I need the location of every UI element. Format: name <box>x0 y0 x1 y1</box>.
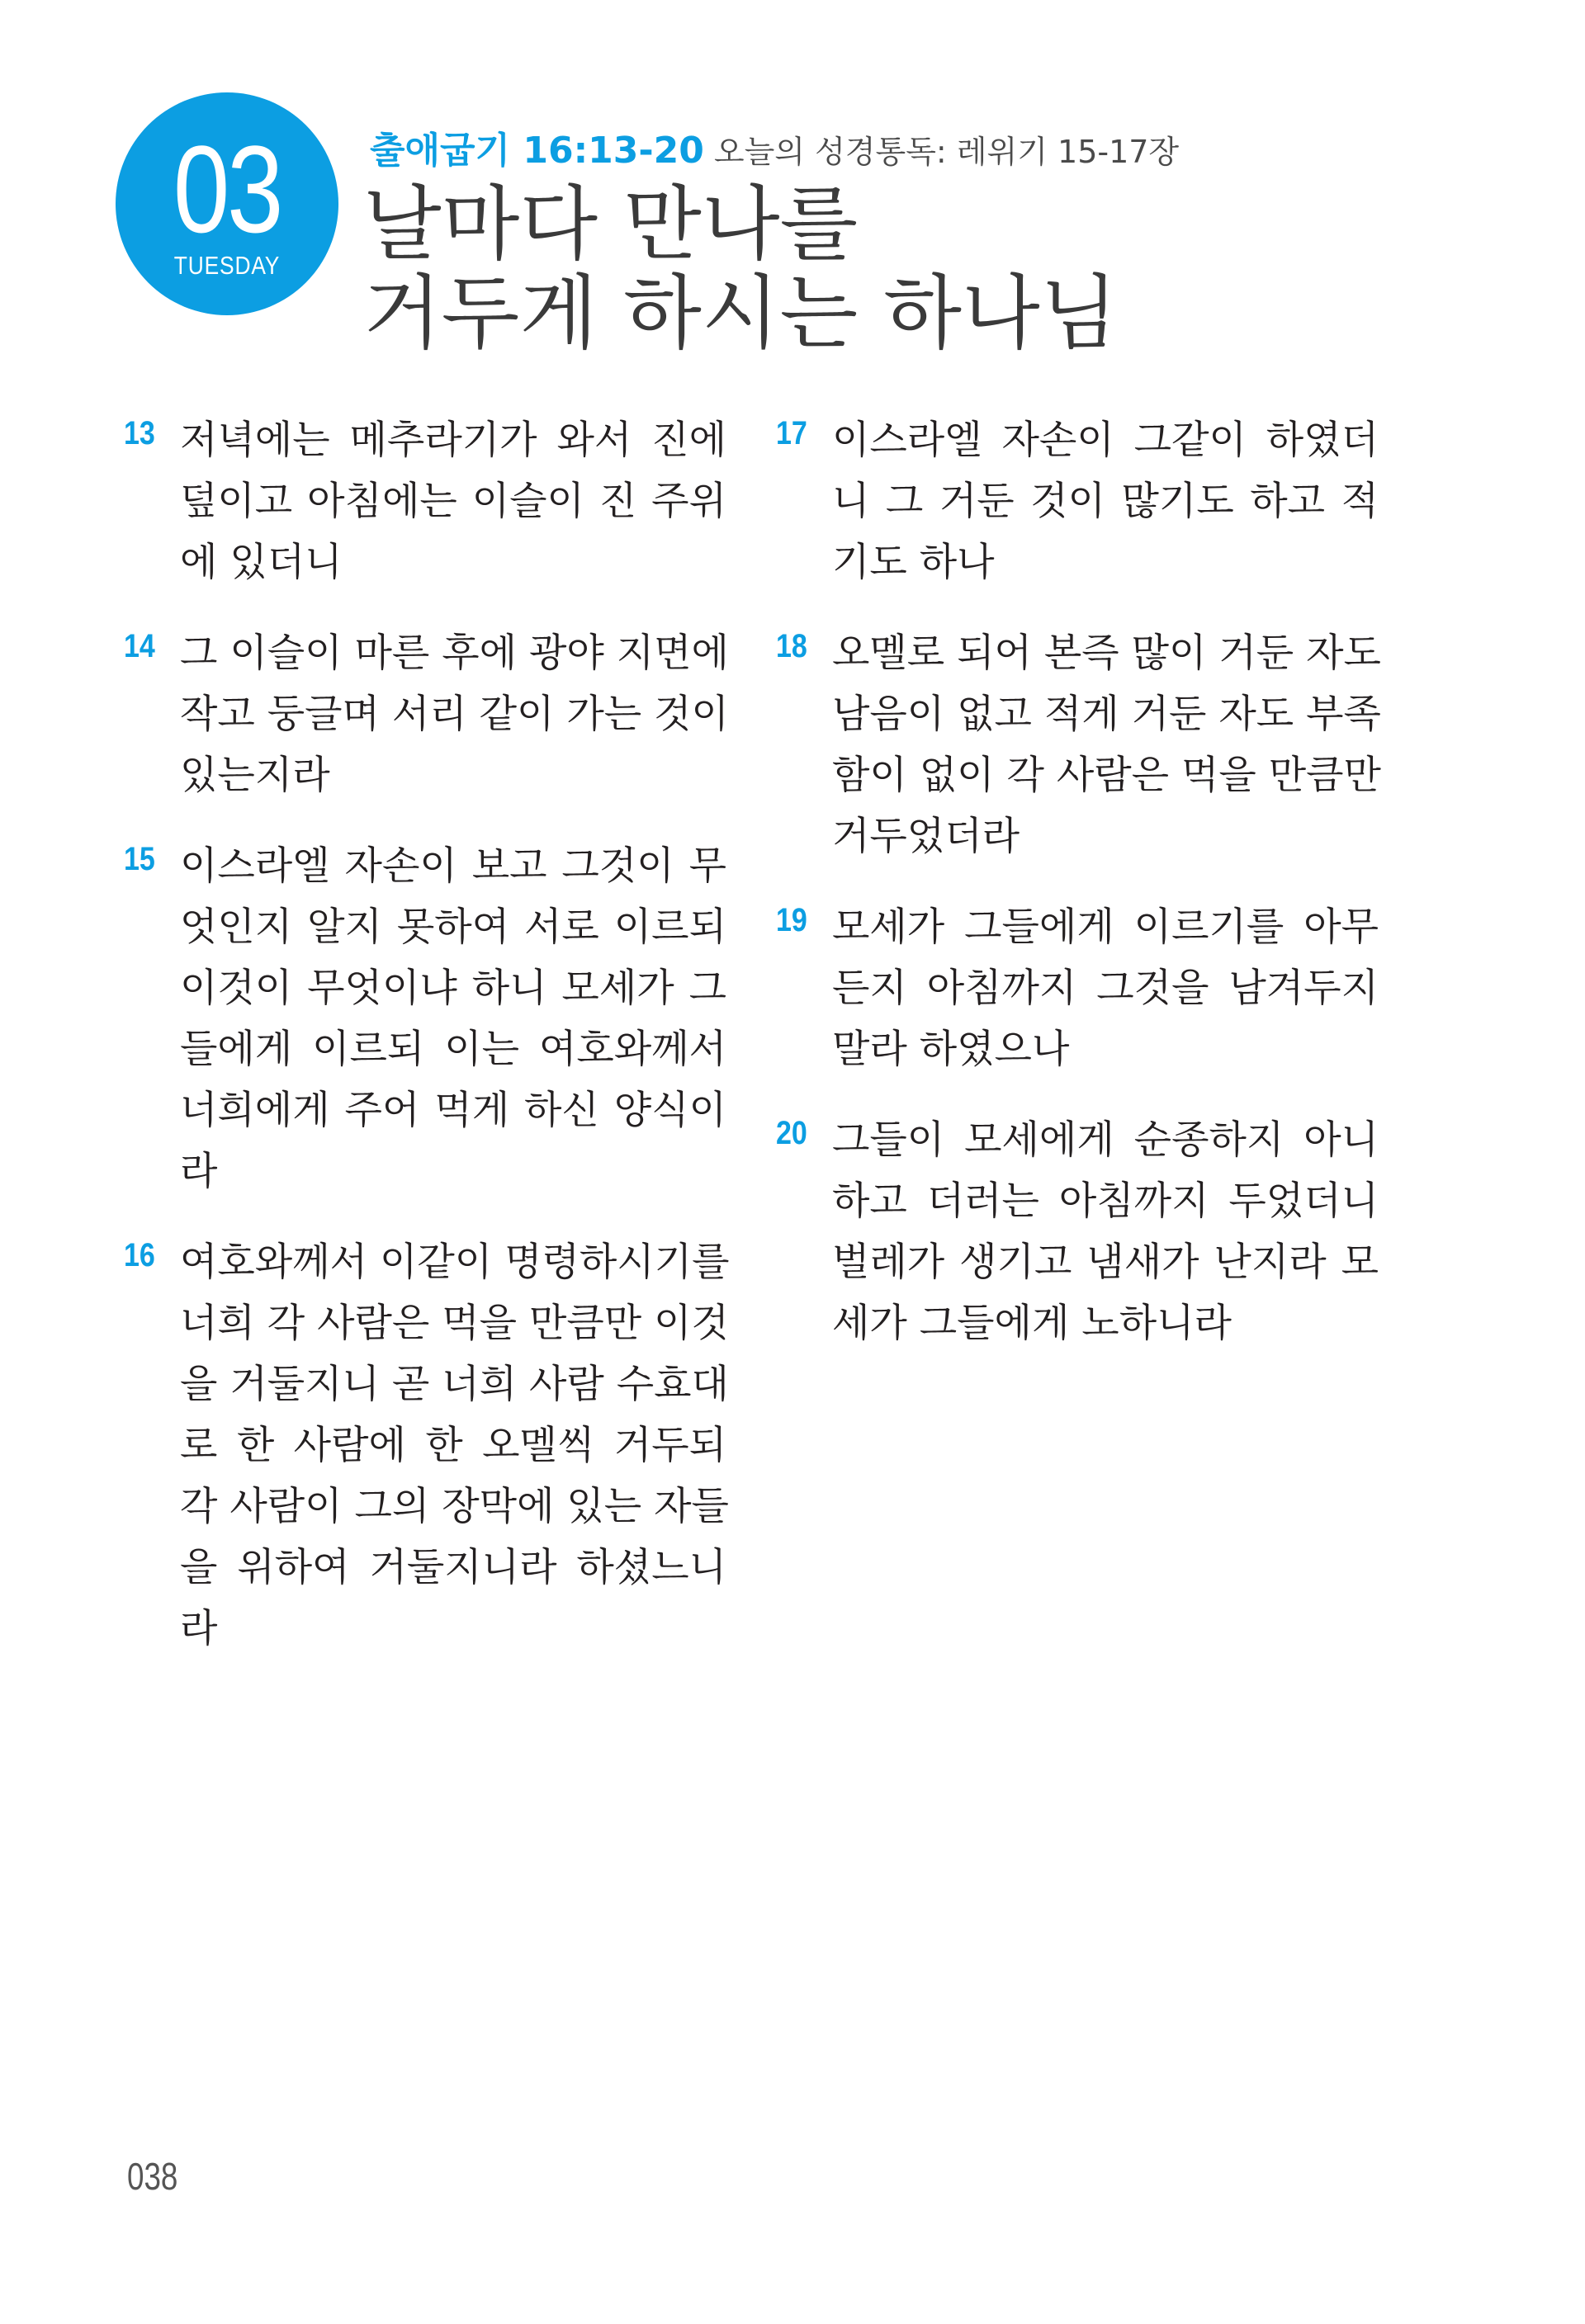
verse-line: 그 이슬이 마른 후에 광야 지면에 <box>180 631 729 676</box>
verse-number: 20 <box>776 1115 807 1151</box>
verse-line: 너희에게 주어 먹게 하신 양식이 <box>180 1088 726 1133</box>
verse-line: 을 위하여 거둘지니라 하셨느니 <box>180 1545 726 1590</box>
verse-line: 저녁에는 메추라기가 와서 진에 <box>180 418 726 463</box>
verse-line: 들에게 이르되 이는 여호와께서 <box>180 1027 726 1072</box>
page-title <box>363 177 1119 361</box>
verse-line: 니 그 거둔 것이 많기도 하고 적 <box>832 479 1379 524</box>
verse-line: 로 한 사람에 한 오멜씩 거두되 <box>180 1423 726 1468</box>
verse-line: 라 <box>180 1606 218 1651</box>
verse <box>124 410 751 593</box>
verse-line: 벌레가 생기고 냄새가 난지라 모 <box>832 1240 1379 1285</box>
verse-line: 너희 각 사람은 먹을 만큼만 이것 <box>180 1301 729 1346</box>
verse-line: 있는지라 <box>180 753 330 798</box>
verse-line: 말라 하였으나 <box>832 1027 1070 1072</box>
verse <box>776 623 1403 867</box>
verse-line: 세가 그들에게 노하니라 <box>832 1301 1232 1346</box>
verse-line: 거두었더라 <box>832 814 1020 859</box>
verse <box>124 623 751 806</box>
verse <box>776 410 1403 593</box>
verse-line: 든지 아침까지 그것을 남겨두지 <box>832 966 1379 1011</box>
verse-line: 작고 둥글며 서리 같이 가는 것이 <box>180 692 729 737</box>
verse-number: 19 <box>776 902 807 938</box>
verse-number: 14 <box>124 628 155 664</box>
verse-line: 덮이고 아침에는 이슬이 진 주위 <box>180 479 726 524</box>
verse <box>124 1232 751 1660</box>
verse-line: 그들이 모세에게 순종하지 아니 <box>832 1117 1379 1163</box>
verse-number: 18 <box>776 628 807 664</box>
today-reading: 오늘의 성경통독: 레위기 15-17장 <box>713 134 1180 170</box>
verse <box>124 836 751 1202</box>
verse-number: 13 <box>124 415 155 451</box>
verse-line: 모세가 그들에게 이르기를 아무 <box>832 905 1379 950</box>
verse-line: 엇인지 알지 못하여 서로 이르되 <box>180 905 726 950</box>
verse-line: 여호와께서 이같이 명령하시기를 <box>180 1240 730 1285</box>
verse-line: 이것이 무엇이냐 하니 모세가 그 <box>180 966 726 1011</box>
verse-number: 16 <box>124 1237 155 1273</box>
day-badge <box>116 92 338 315</box>
left-column <box>124 410 751 1689</box>
verse <box>776 897 1403 1080</box>
verse-line: 각 사람이 그의 장막에 있는 자들 <box>180 1484 729 1529</box>
verse-number: 15 <box>124 841 155 877</box>
verse-line: 함이 없이 각 사람은 먹을 만큼만 <box>832 753 1381 798</box>
verse-line: 이스라엘 자손이 보고 그것이 무 <box>180 843 726 889</box>
verse-line: 남음이 없고 적게 거둔 자도 부족 <box>832 692 1381 737</box>
verse-number: 17 <box>776 415 807 451</box>
verse-line: 오멜로 되어 본즉 많이 거둔 자도 <box>832 631 1381 676</box>
verse-line: 하고 더러는 아침까지 두었더니 <box>832 1179 1379 1224</box>
verse-line: 에 있더니 <box>180 540 343 585</box>
scripture-reference <box>370 120 1179 173</box>
title-line: 날마다 만나를 <box>363 177 859 272</box>
verse-line: 이스라엘 자손이 그같이 하였더 <box>832 418 1379 463</box>
title-line: 거두게 하시는 하나님 <box>363 267 1119 361</box>
right-column <box>776 410 1403 1384</box>
day-number: 03 <box>173 120 282 258</box>
verse-line: 라 <box>180 1149 218 1194</box>
verse <box>776 1110 1403 1354</box>
verse-line: 기도 하나 <box>832 540 995 585</box>
verse-line: 을 거둘지니 곧 너희 사람 수효대 <box>180 1362 729 1407</box>
page-number: 038 <box>127 2155 178 2198</box>
passage-reference: 출애굽기 16:13-20 <box>370 130 704 172</box>
weekday-label: TUESDAY <box>173 251 281 280</box>
